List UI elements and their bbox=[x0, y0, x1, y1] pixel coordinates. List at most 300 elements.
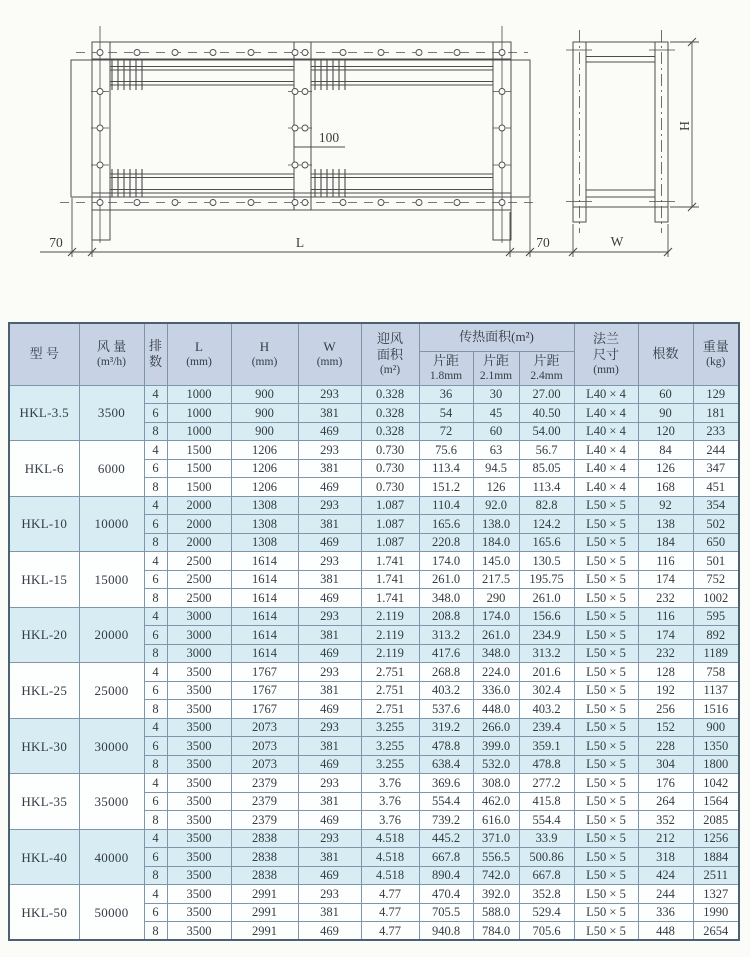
cell-windward-area: 2.119 bbox=[361, 644, 419, 663]
cell-pitch-18: 36 bbox=[419, 385, 473, 404]
cell-pitch-21: 30 bbox=[473, 385, 519, 404]
cell-tube-count: 84 bbox=[638, 441, 693, 460]
cell-weight: 595 bbox=[693, 607, 739, 626]
cell-pitch-18: 72 bbox=[419, 422, 473, 441]
cell-flange-size: L50 × 5 bbox=[574, 644, 638, 663]
cell-pitch-21: 261.0 bbox=[473, 626, 519, 645]
tube-lines bbox=[110, 67, 493, 194]
cell-pitch-24: 113.4 bbox=[519, 478, 574, 497]
cell-weight: 1002 bbox=[693, 589, 739, 608]
table-row bbox=[9, 552, 739, 571]
cell-dim-h: 1614 bbox=[231, 570, 298, 589]
airflow-cell: 3500 bbox=[79, 385, 144, 441]
header-line: (mm) bbox=[186, 356, 212, 369]
cell-pitch-18: 261.0 bbox=[419, 570, 473, 589]
cell-tube-count: 318 bbox=[638, 848, 693, 867]
table-row bbox=[9, 718, 739, 737]
cell-dim-l: 2000 bbox=[167, 515, 231, 534]
cell-pitch-21: 174.0 bbox=[473, 607, 519, 626]
cell-dim-w: 381 bbox=[298, 570, 361, 589]
cell-pitch-18: 208.8 bbox=[419, 607, 473, 626]
cell-dim-l: 2500 bbox=[167, 570, 231, 589]
cell-flange-size: L40 × 4 bbox=[574, 422, 638, 441]
cell-tube-count: 448 bbox=[638, 922, 693, 941]
cell-row-count: 8 bbox=[144, 755, 167, 774]
cell-dim-h: 1614 bbox=[231, 626, 298, 645]
cell-weight: 1327 bbox=[693, 885, 739, 904]
cell-pitch-24: 124.2 bbox=[519, 515, 574, 534]
cell-pitch-18: 75.6 bbox=[419, 441, 473, 460]
cell-row-count: 6 bbox=[144, 681, 167, 700]
cell-windward-area: 1.741 bbox=[361, 552, 419, 571]
cell-pitch-24: 56.7 bbox=[519, 441, 574, 460]
cell-pitch-18: 369.6 bbox=[419, 774, 473, 793]
cell-dim-l: 2500 bbox=[167, 589, 231, 608]
header-line: 2.4mm bbox=[530, 369, 563, 382]
cell-pitch-18: 940.8 bbox=[419, 922, 473, 941]
cell-dim-l: 1000 bbox=[167, 422, 231, 441]
cell-row-count: 8 bbox=[144, 589, 167, 608]
cell-row-count: 6 bbox=[144, 737, 167, 756]
cell-dim-l: 1000 bbox=[167, 404, 231, 423]
cell-weight: 650 bbox=[693, 533, 739, 552]
cell-flange-size: L50 × 5 bbox=[574, 848, 638, 867]
header-line: W bbox=[323, 339, 336, 355]
cell-windward-area: 0.328 bbox=[361, 404, 419, 423]
cell-dim-h: 1614 bbox=[231, 644, 298, 663]
bottom-dimensions bbox=[40, 198, 576, 257]
cell-dim-l: 3500 bbox=[167, 922, 231, 941]
col-header-tube-count: 根数 bbox=[638, 323, 693, 385]
cell-windward-area: 2.751 bbox=[361, 681, 419, 700]
cell-pitch-24: 195.75 bbox=[519, 570, 574, 589]
cell-flange-size: L40 × 4 bbox=[574, 459, 638, 478]
dim-70-left-label: 70 bbox=[49, 235, 63, 250]
cell-dim-l: 3500 bbox=[167, 700, 231, 719]
cell-row-count: 8 bbox=[144, 866, 167, 885]
model-cell: HKL-20 bbox=[9, 607, 79, 663]
cell-flange-size: L50 × 5 bbox=[574, 589, 638, 608]
cell-flange-size: L40 × 4 bbox=[574, 441, 638, 460]
cell-row-count: 4 bbox=[144, 607, 167, 626]
header-line: 风 量 bbox=[96, 339, 127, 355]
cell-pitch-18: 151.2 bbox=[419, 478, 473, 497]
cell-tube-count: 176 bbox=[638, 774, 693, 793]
cell-weight: 2511 bbox=[693, 866, 739, 885]
cell-pitch-21: 63 bbox=[473, 441, 519, 460]
cell-flange-size: L50 × 5 bbox=[574, 626, 638, 645]
cell-dim-h: 2838 bbox=[231, 866, 298, 885]
cell-row-count: 6 bbox=[144, 515, 167, 534]
cell-pitch-24: 352.8 bbox=[519, 885, 574, 904]
cell-row-count: 8 bbox=[144, 644, 167, 663]
col-header-flange bbox=[574, 323, 638, 385]
cell-weight: 129 bbox=[693, 385, 739, 404]
cell-dim-l: 3500 bbox=[167, 903, 231, 922]
cell-pitch-24: 705.6 bbox=[519, 922, 574, 941]
cell-pitch-18: 319.2 bbox=[419, 718, 473, 737]
cell-row-count: 4 bbox=[144, 663, 167, 682]
cell-dim-l: 3500 bbox=[167, 774, 231, 793]
col-header-W bbox=[298, 323, 361, 385]
cell-dim-l: 1500 bbox=[167, 478, 231, 497]
cell-dim-h: 1767 bbox=[231, 681, 298, 700]
cell-flange-size: L50 × 5 bbox=[574, 755, 638, 774]
cell-weight: 752 bbox=[693, 570, 739, 589]
cell-tube-count: 128 bbox=[638, 663, 693, 682]
cell-windward-area: 0.328 bbox=[361, 422, 419, 441]
cell-pitch-21: 556.5 bbox=[473, 848, 519, 867]
airflow-cell: 10000 bbox=[79, 496, 144, 552]
header-line: 数 bbox=[148, 354, 162, 370]
header-line: (mm) bbox=[593, 364, 619, 377]
cell-row-count: 4 bbox=[144, 774, 167, 793]
cell-dim-h: 2838 bbox=[231, 848, 298, 867]
spec-table-body bbox=[9, 385, 739, 940]
cell-tube-count: 184 bbox=[638, 533, 693, 552]
bolt-holes bbox=[97, 50, 505, 206]
cell-dim-h: 2379 bbox=[231, 811, 298, 830]
airflow-cell: 35000 bbox=[79, 774, 144, 830]
cell-pitch-21: 126 bbox=[473, 478, 519, 497]
cell-tube-count: 92 bbox=[638, 496, 693, 515]
cell-pitch-21: 138.0 bbox=[473, 515, 519, 534]
col-header-row-count bbox=[144, 323, 167, 385]
cell-pitch-24: 302.4 bbox=[519, 681, 574, 700]
cell-weight: 347 bbox=[693, 459, 739, 478]
cell-flange-size: L50 × 5 bbox=[574, 866, 638, 885]
cell-pitch-18: 403.2 bbox=[419, 681, 473, 700]
cell-row-count: 4 bbox=[144, 829, 167, 848]
cell-pitch-18: 174.0 bbox=[419, 552, 473, 571]
cell-weight: 1042 bbox=[693, 774, 739, 793]
header-line: 重量 bbox=[702, 339, 729, 355]
cell-dim-h: 1767 bbox=[231, 663, 298, 682]
cell-row-count: 6 bbox=[144, 792, 167, 811]
cell-dim-l: 1500 bbox=[167, 441, 231, 460]
cell-pitch-24: 403.2 bbox=[519, 700, 574, 719]
cell-row-count: 8 bbox=[144, 922, 167, 941]
cell-flange-size: L50 × 5 bbox=[574, 718, 638, 737]
cell-dim-w: 293 bbox=[298, 441, 361, 460]
cell-dim-l: 3500 bbox=[167, 792, 231, 811]
cell-pitch-24: 40.50 bbox=[519, 404, 574, 423]
cell-flange-size: L50 × 5 bbox=[574, 922, 638, 941]
cell-windward-area: 0.328 bbox=[361, 385, 419, 404]
model-cell: HKL-3.5 bbox=[9, 385, 79, 441]
cell-pitch-18: 705.5 bbox=[419, 903, 473, 922]
cell-weight: 758 bbox=[693, 663, 739, 682]
cell-flange-size: L50 × 5 bbox=[574, 570, 638, 589]
cell-row-count: 8 bbox=[144, 478, 167, 497]
header-line: (m³/h) bbox=[97, 356, 126, 369]
cell-pitch-18: 739.2 bbox=[419, 811, 473, 830]
cell-flange-size: L50 × 5 bbox=[574, 885, 638, 904]
col-header-L bbox=[167, 323, 231, 385]
cell-windward-area: 0.730 bbox=[361, 478, 419, 497]
table-row bbox=[9, 829, 739, 848]
dim-70-right-label: 70 bbox=[536, 235, 550, 250]
cell-dim-h: 2379 bbox=[231, 792, 298, 811]
cell-pitch-21: 217.5 bbox=[473, 570, 519, 589]
cell-row-count: 4 bbox=[144, 718, 167, 737]
cell-dim-h: 2073 bbox=[231, 737, 298, 756]
cell-weight: 451 bbox=[693, 478, 739, 497]
cell-dim-h: 2379 bbox=[231, 774, 298, 793]
cell-flange-size: L40 × 4 bbox=[574, 478, 638, 497]
cell-row-count: 6 bbox=[144, 626, 167, 645]
cell-row-count: 4 bbox=[144, 385, 167, 404]
cell-pitch-24: 554.4 bbox=[519, 811, 574, 830]
cell-pitch-21: 616.0 bbox=[473, 811, 519, 830]
cell-dim-l: 3500 bbox=[167, 866, 231, 885]
cell-windward-area: 3.76 bbox=[361, 774, 419, 793]
cell-dim-h: 2838 bbox=[231, 829, 298, 848]
cell-tube-count: 244 bbox=[638, 885, 693, 904]
cell-pitch-24: 165.6 bbox=[519, 533, 574, 552]
cell-windward-area: 3.255 bbox=[361, 755, 419, 774]
col-header-H bbox=[231, 323, 298, 385]
cell-windward-area: 1.087 bbox=[361, 515, 419, 534]
header-line: 排 bbox=[148, 338, 162, 354]
cell-pitch-21: 92.0 bbox=[473, 496, 519, 515]
cell-pitch-18: 470.4 bbox=[419, 885, 473, 904]
front-view bbox=[40, 26, 576, 257]
cell-dim-w: 469 bbox=[298, 422, 361, 441]
cell-row-count: 8 bbox=[144, 533, 167, 552]
cell-flange-size: L50 × 5 bbox=[574, 700, 638, 719]
cell-pitch-24: 234.9 bbox=[519, 626, 574, 645]
cell-dim-w: 381 bbox=[298, 792, 361, 811]
header-line: (m²) bbox=[379, 364, 401, 377]
airflow-cell: 25000 bbox=[79, 663, 144, 719]
cell-pitch-18: 890.4 bbox=[419, 866, 473, 885]
top-flange-rail bbox=[92, 42, 511, 59]
model-cell: HKL-40 bbox=[9, 829, 79, 885]
table-row bbox=[9, 885, 739, 904]
cell-row-count: 4 bbox=[144, 496, 167, 515]
cell-dim-h: 1614 bbox=[231, 589, 298, 608]
cell-dim-h: 1308 bbox=[231, 496, 298, 515]
cell-windward-area: 0.730 bbox=[361, 441, 419, 460]
cell-pitch-21: 462.0 bbox=[473, 792, 519, 811]
cell-windward-area: 2.751 bbox=[361, 663, 419, 682]
cell-dim-h: 900 bbox=[231, 385, 298, 404]
cell-dim-h: 1308 bbox=[231, 515, 298, 534]
cell-pitch-18: 537.6 bbox=[419, 700, 473, 719]
cell-flange-size: L50 × 5 bbox=[574, 607, 638, 626]
bottom-flange-rail bbox=[92, 193, 511, 210]
model-cell: HKL-15 bbox=[9, 552, 79, 608]
cell-weight: 1990 bbox=[693, 903, 739, 922]
cell-row-count: 8 bbox=[144, 422, 167, 441]
cell-weight: 501 bbox=[693, 552, 739, 571]
cell-weight: 1800 bbox=[693, 755, 739, 774]
cell-pitch-24: 313.2 bbox=[519, 644, 574, 663]
cell-tube-count: 232 bbox=[638, 589, 693, 608]
cell-pitch-21: 60 bbox=[473, 422, 519, 441]
cell-pitch-24: 359.1 bbox=[519, 737, 574, 756]
cell-pitch-18: 268.8 bbox=[419, 663, 473, 682]
cell-weight: 502 bbox=[693, 515, 739, 534]
cell-pitch-24: 529.4 bbox=[519, 903, 574, 922]
cell-dim-w: 469 bbox=[298, 533, 361, 552]
cell-windward-area: 4.518 bbox=[361, 829, 419, 848]
cell-weight: 1256 bbox=[693, 829, 739, 848]
header-line: 1.8mm bbox=[429, 369, 463, 382]
cell-pitch-21: 266.0 bbox=[473, 718, 519, 737]
cell-dim-w: 293 bbox=[298, 774, 361, 793]
cell-tube-count: 60 bbox=[638, 385, 693, 404]
cell-pitch-24: 500.86 bbox=[519, 848, 574, 867]
header-line: H bbox=[259, 339, 270, 355]
model-cell: HKL-10 bbox=[9, 496, 79, 552]
cell-weight: 2085 bbox=[693, 811, 739, 830]
cell-windward-area: 0.730 bbox=[361, 459, 419, 478]
cell-dim-l: 3500 bbox=[167, 755, 231, 774]
cell-flange-size: L50 × 5 bbox=[574, 903, 638, 922]
cell-pitch-18: 348.0 bbox=[419, 589, 473, 608]
cell-pitch-21: 184.0 bbox=[473, 533, 519, 552]
cell-dim-l: 3500 bbox=[167, 718, 231, 737]
table-row bbox=[9, 496, 739, 515]
cell-pitch-21: 348.0 bbox=[473, 644, 519, 663]
cell-tube-count: 336 bbox=[638, 903, 693, 922]
airflow-cell: 20000 bbox=[79, 607, 144, 663]
airflow-cell: 15000 bbox=[79, 552, 144, 608]
cell-pitch-21: 399.0 bbox=[473, 737, 519, 756]
cell-row-count: 6 bbox=[144, 848, 167, 867]
cell-windward-area: 3.76 bbox=[361, 811, 419, 830]
cell-tube-count: 152 bbox=[638, 718, 693, 737]
header-line: L bbox=[195, 339, 203, 355]
cell-pitch-21: 532.0 bbox=[473, 755, 519, 774]
header-line: 2.1mm bbox=[479, 369, 513, 382]
cell-windward-area: 4.77 bbox=[361, 903, 419, 922]
cell-pitch-24: 156.6 bbox=[519, 607, 574, 626]
cell-weight: 354 bbox=[693, 496, 739, 515]
cell-dim-l: 3500 bbox=[167, 885, 231, 904]
cell-dim-h: 2991 bbox=[231, 885, 298, 904]
cell-dim-h: 1206 bbox=[231, 478, 298, 497]
cell-row-count: 8 bbox=[144, 700, 167, 719]
cell-dim-h: 900 bbox=[231, 422, 298, 441]
cell-flange-size: L50 × 5 bbox=[574, 774, 638, 793]
cell-tube-count: 116 bbox=[638, 607, 693, 626]
table-row bbox=[9, 441, 739, 460]
col-header-pitch-18 bbox=[419, 351, 473, 385]
cell-dim-h: 2073 bbox=[231, 755, 298, 774]
cell-dim-w: 293 bbox=[298, 385, 361, 404]
cell-dim-l: 3500 bbox=[167, 681, 231, 700]
table-row bbox=[9, 385, 739, 404]
casing-outline bbox=[71, 60, 530, 197]
cell-dim-w: 469 bbox=[298, 589, 361, 608]
col-header-pitch-21 bbox=[473, 351, 519, 385]
cell-dim-w: 293 bbox=[298, 552, 361, 571]
airflow-cell: 40000 bbox=[79, 829, 144, 885]
cell-dim-w: 469 bbox=[298, 700, 361, 719]
cell-flange-size: L50 × 5 bbox=[574, 533, 638, 552]
cell-windward-area: 4.518 bbox=[361, 866, 419, 885]
cell-dim-h: 2991 bbox=[231, 903, 298, 922]
cell-pitch-18: 54 bbox=[419, 404, 473, 423]
cell-pitch-18: 638.4 bbox=[419, 755, 473, 774]
cell-dim-l: 3500 bbox=[167, 663, 231, 682]
cell-row-count: 4 bbox=[144, 552, 167, 571]
cell-dim-w: 469 bbox=[298, 811, 361, 830]
dimension-labels bbox=[49, 121, 692, 250]
cell-pitch-21: 336.0 bbox=[473, 681, 519, 700]
cell-row-count: 4 bbox=[144, 885, 167, 904]
cell-dim-w: 381 bbox=[298, 515, 361, 534]
cell-dim-w: 381 bbox=[298, 737, 361, 756]
cell-tube-count: 192 bbox=[638, 681, 693, 700]
cell-dim-w: 469 bbox=[298, 478, 361, 497]
cell-flange-size: L50 × 5 bbox=[574, 829, 638, 848]
cell-dim-l: 3500 bbox=[167, 829, 231, 848]
cell-pitch-18: 417.6 bbox=[419, 644, 473, 663]
cell-weight: 1350 bbox=[693, 737, 739, 756]
cell-flange-size: L50 × 5 bbox=[574, 811, 638, 830]
header-line: (kg) bbox=[706, 356, 726, 369]
cell-dim-h: 1206 bbox=[231, 459, 298, 478]
cell-flange-size: L40 × 4 bbox=[574, 385, 638, 404]
cell-dim-l: 3000 bbox=[167, 644, 231, 663]
cell-windward-area: 1.741 bbox=[361, 589, 419, 608]
technical-drawing bbox=[0, 0, 750, 300]
cell-windward-area: 3.76 bbox=[361, 792, 419, 811]
cell-pitch-24: 82.8 bbox=[519, 496, 574, 515]
cell-tube-count: 228 bbox=[638, 737, 693, 756]
cell-pitch-18: 110.4 bbox=[419, 496, 473, 515]
cell-windward-area: 4.77 bbox=[361, 922, 419, 941]
dim-H-label: H bbox=[677, 121, 692, 131]
cell-dim-h: 2073 bbox=[231, 718, 298, 737]
cell-pitch-18: 667.8 bbox=[419, 848, 473, 867]
model-cell: HKL-35 bbox=[9, 774, 79, 830]
cell-dim-h: 1767 bbox=[231, 700, 298, 719]
cell-dim-l: 3500 bbox=[167, 848, 231, 867]
model-cell: HKL-6 bbox=[9, 441, 79, 497]
cell-tube-count: 264 bbox=[638, 792, 693, 811]
cell-dim-w: 293 bbox=[298, 607, 361, 626]
cell-tube-count: 232 bbox=[638, 644, 693, 663]
cell-weight: 892 bbox=[693, 626, 739, 645]
airflow-cell: 30000 bbox=[79, 718, 144, 774]
cell-tube-count: 304 bbox=[638, 755, 693, 774]
cell-pitch-24: 27.00 bbox=[519, 385, 574, 404]
model-cell: HKL-50 bbox=[9, 885, 79, 941]
cell-pitch-24: 415.8 bbox=[519, 792, 574, 811]
table-row bbox=[9, 774, 739, 793]
cell-row-count: 6 bbox=[144, 459, 167, 478]
cell-dim-l: 3000 bbox=[167, 626, 231, 645]
cell-dim-l: 2000 bbox=[167, 533, 231, 552]
cell-tube-count: 212 bbox=[638, 829, 693, 848]
cell-pitch-24: 261.0 bbox=[519, 589, 574, 608]
cell-pitch-21: 742.0 bbox=[473, 866, 519, 885]
cell-dim-w: 381 bbox=[298, 681, 361, 700]
cell-dim-h: 2991 bbox=[231, 922, 298, 941]
header-line: 片距 bbox=[533, 353, 560, 369]
cell-tube-count: 174 bbox=[638, 626, 693, 645]
cell-row-count: 8 bbox=[144, 811, 167, 830]
cell-dim-w: 293 bbox=[298, 829, 361, 848]
cell-dim-h: 1614 bbox=[231, 607, 298, 626]
cell-windward-area: 1.087 bbox=[361, 533, 419, 552]
cell-dim-l: 2000 bbox=[167, 496, 231, 515]
